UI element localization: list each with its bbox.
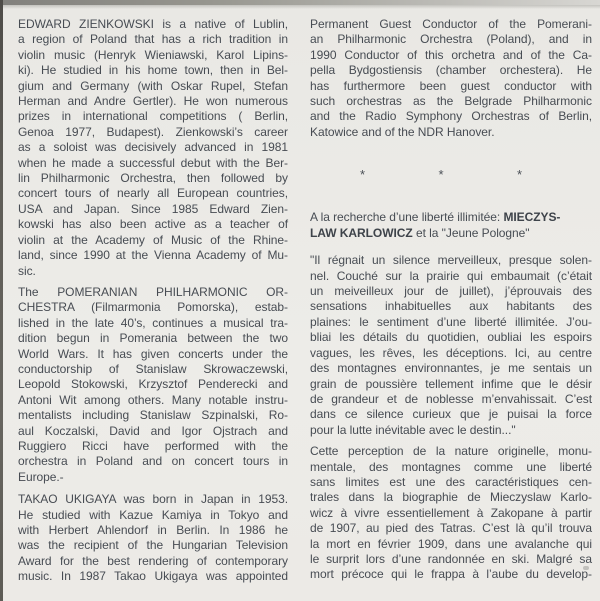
text-line: music. In 1987 Takao Ukigaya was appointed bbox=[18, 569, 288, 584]
text-line: Antoni Wit among others. Many notable instru- bbox=[18, 392, 288, 407]
text-line: a region of Poland that has a rich tradition in bbox=[18, 32, 288, 47]
text-line: an Philharmonic Orchestra (Poland), and in bbox=[310, 32, 592, 47]
text-line: orchestra in Poland and on concert tours in bbox=[18, 454, 288, 469]
asterisk: * bbox=[438, 167, 444, 183]
text-line: Award for the best rendering of contemporary bbox=[18, 553, 288, 568]
text-line: The POMERANIAN PHILHARMONIC OR- bbox=[18, 284, 288, 299]
text-line: and the Radio Symphony Orchestras of Berlin, bbox=[310, 109, 592, 124]
text-line: land, since 1990 at the Vienna Academy of Mu- bbox=[18, 248, 288, 263]
text-line: un meiveilleux jour de juillet), j’éprouvais des bbox=[310, 284, 592, 299]
text-line: USA and Japan. Since 1985 Edward Zien- bbox=[18, 201, 288, 216]
text-line: le surprit lors d’une randonnée en ski. Malgré sa bbox=[310, 551, 592, 566]
text-line: des montagnes environnantes, je me sentais un bbox=[310, 361, 592, 376]
text-line: EDWARD ZIENKOWSKI is a native of Lublin, bbox=[18, 17, 288, 31]
text-line: nel. Couché sur la prairie qui embaumait (c’était bbox=[310, 268, 592, 283]
text-line: pella Bydgostiensis (chamber orchestera). He bbox=[310, 63, 592, 78]
paragraph-zienkowski bbox=[18, 17, 288, 279]
heading-line bbox=[310, 209, 592, 225]
paragraph-pomeranian-orchestra bbox=[18, 285, 288, 485]
text-line: such orchestras as the Belgrade Philharmonic bbox=[310, 94, 592, 109]
text-line: He studied with Kazue Kamiya in Tokyo and bbox=[18, 507, 288, 522]
heading-bold-text: MIECZYS- bbox=[503, 210, 561, 225]
text-line: kowski has also been active as a teacher of bbox=[18, 217, 288, 232]
text-line: de grandeur et de noblesse m’envahissait. C’est bbox=[310, 391, 592, 406]
text-line: mentale, des montagnes comme une liberté bbox=[310, 459, 592, 474]
text-line: sans limites est une des caractéristiques cen- bbox=[310, 474, 592, 489]
text-line: with Herbert Ahlendorf in Berlin. In 1986 he bbox=[18, 523, 288, 537]
text-line: was the recipient of the Hungarian Television bbox=[18, 538, 288, 553]
asterisk: * bbox=[360, 167, 366, 183]
text-line: wicz à vivre essentiellement à Zakopane à partir bbox=[310, 505, 592, 520]
text-line: prizes in international competitions ( Berlin, bbox=[18, 109, 288, 124]
text-line: Herman and Andre Gertler). He won numerous bbox=[18, 94, 288, 109]
text-line: gium and Germany (with Oskar Rupel, Stefan bbox=[18, 78, 288, 93]
text-line: Europe.- bbox=[18, 469, 64, 484]
text-line: when he made a successful debut with the Ber- bbox=[18, 155, 288, 170]
text-line: lished in the late 40’s, continues a musical tra- bbox=[18, 315, 288, 330]
text-line: la mort en février 1909, dans une avalanche qui bbox=[310, 536, 592, 551]
section-heading-karlowicz bbox=[310, 209, 592, 241]
text-line: violin music (Henryk Wieniawski, Karol Lipins- bbox=[18, 47, 288, 62]
text-line: Permanent Guest Conductor of the Pomerani- bbox=[310, 17, 592, 31]
text-line: Katowice and of the NDR Hanover. bbox=[310, 124, 495, 139]
heading-text: et la "Jeune Pologne" bbox=[412, 226, 530, 241]
text-line: "Il régnait un silence merveilleux, presque solen- bbox=[310, 253, 592, 268]
text-line: 1990 Conductor of this orchetra and of the Ca- bbox=[310, 47, 592, 62]
text-line: Ruggiero Ricci have performed with the bbox=[18, 438, 288, 453]
heading-bold-text: LAW KARLOWICZ bbox=[310, 226, 413, 241]
text-line: World Wars. It has given concerts under the bbox=[18, 346, 288, 361]
text-line: TAKAO UKIGAYA was born in Japan in 1953. bbox=[18, 492, 288, 507]
text-line: grain de poussière tellement infime que le désir bbox=[310, 376, 592, 391]
paragraph-takao-ukigaya bbox=[18, 492, 288, 584]
text-line: ki). He studied in his home town, then in Bel- bbox=[18, 63, 288, 78]
heading-text: A la recherche d’une liberté illimitée: bbox=[310, 210, 504, 225]
text-line: conductorship of Stanislaw Skrowaczewski, bbox=[18, 361, 288, 376]
paragraph-guest-conductor bbox=[310, 17, 592, 140]
text-line: mort précoce qui le frappa à l’aube du develop- bbox=[310, 567, 592, 582]
text-line: Leopold Stokowski, Krzysztof Penderecki and bbox=[18, 377, 288, 392]
text-line: Genoa 1977, Budapest). Zienkowski’s career bbox=[18, 124, 288, 139]
scan-left-edge-line bbox=[0, 0, 3, 601]
asterisk-separator bbox=[360, 167, 522, 182]
text-line: mentalists including Stanislaw Szpinalski, Ro- bbox=[18, 408, 288, 423]
text-line: lin Philharmonic Orchestra, then followed by bbox=[18, 171, 288, 186]
text-line: has furthermore been guest conductor with bbox=[310, 78, 592, 93]
text-line: sic. bbox=[18, 263, 36, 278]
text-line: trales dans la biographie de Mieczyslaw Karlo- bbox=[310, 490, 592, 505]
text-line: as a soloist was decisively advanced in 1981 bbox=[18, 140, 288, 155]
right-column bbox=[310, 17, 592, 583]
text-line: sensations inhabituelles aux habitants des bbox=[310, 299, 592, 314]
text-line: Cette perception de la nature originelle, monu- bbox=[310, 444, 592, 459]
text-line: concert tours of nearly all European countries, bbox=[18, 186, 288, 201]
paragraph-karlowicz-quote bbox=[310, 253, 592, 438]
text-line: dans ce silence curieux que je puisai la force bbox=[310, 407, 592, 422]
text-line: pour la lutte inévitable avec le destin..." bbox=[310, 422, 516, 437]
text-line: aul Koczalski, David and Igor Ojstrach and bbox=[18, 423, 288, 438]
text-line: violin at the Academy of Music of the Rhine- bbox=[18, 232, 288, 247]
paragraph-nature-perception bbox=[310, 444, 592, 583]
asterisk: * bbox=[516, 167, 522, 183]
text-line: vagues, les rêves, les déceptions. Ici, au centre bbox=[310, 345, 592, 360]
left-column bbox=[18, 17, 288, 585]
text-line: plaines: le sentiment d’une liberté illimitée. J’ou- bbox=[310, 314, 592, 329]
text-line: dition begun in Pomerania between the two bbox=[18, 331, 288, 346]
text-line: de 1907, au pied des Tatras. C’est là qu’il trouva bbox=[310, 521, 592, 536]
text-line: bliai les détails du quotidien, oubliai les espoirs bbox=[310, 330, 592, 345]
text-line: CHESTRA (Filmarmonia Pomorska), estab- bbox=[18, 300, 288, 315]
heading-line bbox=[310, 225, 592, 241]
scan-top-edge-shadow bbox=[0, 5, 600, 9]
